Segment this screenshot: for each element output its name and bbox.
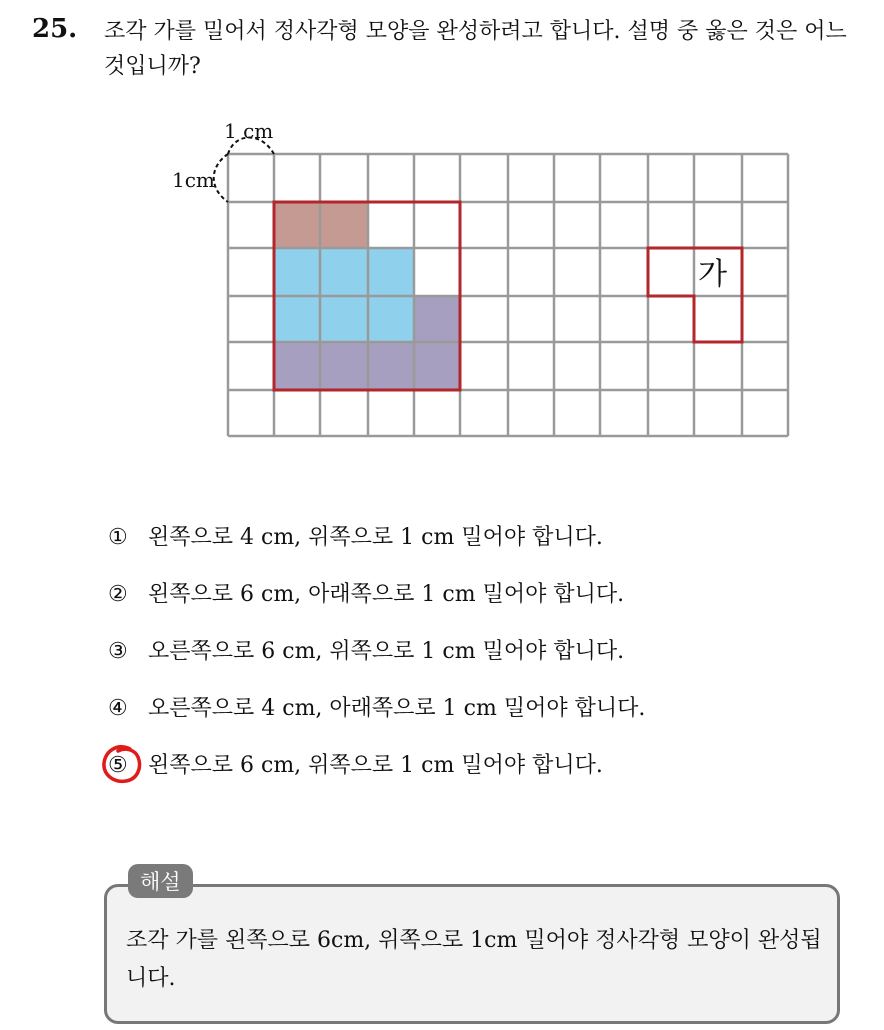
question-text: 조각 가를 밀어서 정사각형 모양을 완성하려고 합니다. 설명 중 옳은 것은 어느 것입니까? <box>104 19 847 79</box>
choice-number: ① <box>108 525 128 550</box>
choice-3[interactable] <box>108 634 624 670</box>
grid-figure <box>160 112 800 442</box>
choice-text: 오른쪽으로 4 cm, 아래쪽으로 1 cm 밀어야 합니다. <box>148 696 646 721</box>
choice-number: ③ <box>108 639 128 664</box>
choice-number: ⑤ <box>108 753 128 778</box>
answer-circle-mark <box>100 741 144 785</box>
grid-lines <box>228 154 788 436</box>
choice-text: 오른쪽으로 6 cm, 위쪽으로 1 cm 밀어야 합니다. <box>148 639 625 664</box>
unit-label-left: 1cm <box>172 168 215 192</box>
explanation-text: 조각 가를 왼쪽으로 6cm, 위쪽으로 1cm 밀어야 정사각형 모양이 완성됩니다. <box>126 928 822 991</box>
choice-2[interactable] <box>108 577 624 613</box>
choice-5[interactable] <box>108 748 603 784</box>
choice-1[interactable] <box>108 520 603 556</box>
blue-cell <box>274 296 414 342</box>
choice-text: 왼쪽으로 6 cm, 위쪽으로 1 cm 밀어야 합니다. <box>148 753 603 778</box>
brown-cell <box>320 202 368 248</box>
unit-label-top: 1 cm <box>224 119 274 143</box>
choice-text: 왼쪽으로 4 cm, 위쪽으로 1 cm 밀어야 합니다. <box>148 525 603 550</box>
choice-number: ② <box>108 582 128 607</box>
brown-cell <box>274 202 320 248</box>
choice-4[interactable] <box>108 691 645 727</box>
piece-label: 가 <box>698 257 727 292</box>
blue-cell <box>274 248 414 296</box>
explanation-tag: 해설 <box>128 864 193 898</box>
question-number: 25. <box>32 14 78 44</box>
choice-number: ④ <box>108 696 128 721</box>
choice-text: 왼쪽으로 6 cm, 아래쪽으로 1 cm 밀어야 합니다. <box>148 582 625 607</box>
unit-arc-left <box>214 154 228 202</box>
purple-cell <box>414 296 460 342</box>
